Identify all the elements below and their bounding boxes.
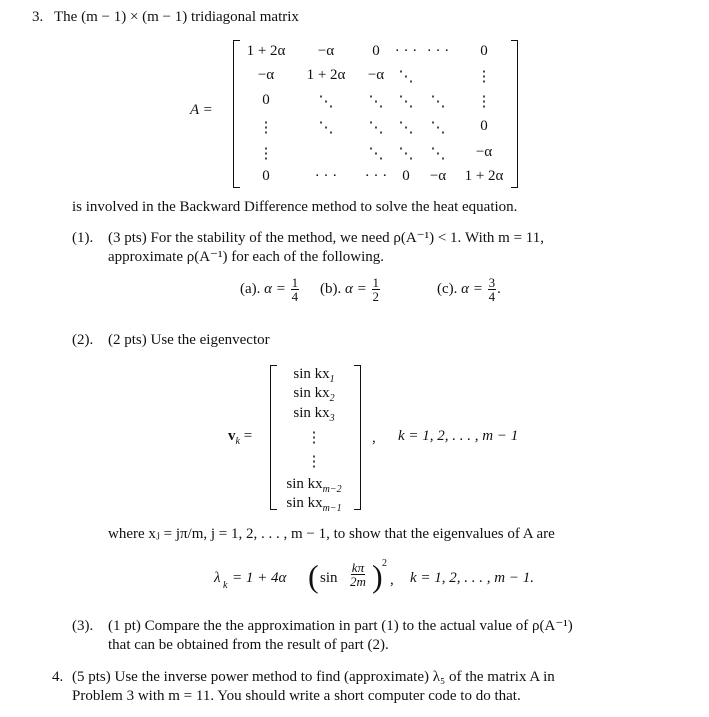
option-c-end: . [497,280,501,297]
vector-entry-sub: 2 [329,393,335,404]
vector-entry-sub: 3 [329,413,335,424]
vector-entry-text: sin kx [293,366,330,382]
eig-lambda: λ [214,570,221,586]
problem4-number: 4. [52,669,64,685]
vector-entry-text: sin kx [293,385,330,401]
eig-comma: , [390,572,394,588]
matrix-cell: ⋱ [368,94,384,110]
matrix-cell: 0 [372,43,380,59]
matrix-cell: 0 [480,118,488,134]
vector-entry-sub: 1 [329,374,335,385]
option-a-fraction [291,276,300,303]
option-b [320,276,381,303]
option-c-fraction [488,276,497,303]
matrix-cell: ⋱ [368,120,384,136]
matrix-cell: ⋮ [258,146,274,162]
option-b-fraction [372,276,381,303]
k-range: k = 1, 2, . . . , m − 1 [398,428,519,444]
matrix-cell: · · · [394,43,418,59]
problem3-number: 3. [32,9,44,25]
where-line: where xⱼ = jπ/m, j = 1, 2, . . . , m − 1, to show that the eigenvalues of A are [108,526,555,542]
matrix-cell: ⋱ [368,146,384,162]
vector-entry [293,366,334,385]
matrix-cell: 1 + 2α [464,168,504,184]
matrix-cell: −α [475,144,493,160]
part1-line2: approximate ρ(A⁻¹) for each of the following. [108,249,385,265]
vector-entry-text: sin kx [286,476,323,492]
after-matrix-text: is involved in the Backward Difference method to solve the heat equation. [72,199,518,215]
vector-label [228,428,252,448]
matrix-cell: −α [317,43,335,59]
eig-right-paren: ) [372,558,383,594]
option-b-den: 2 [372,289,379,304]
vector-entry [307,428,322,447]
vector-entry [293,385,334,404]
part3-line1: (1 pt) Compare the the approximation in part (1) to the actual value of ρ(A⁻¹) [108,618,573,634]
matrix-cell: ⋱ [398,120,414,136]
option-a-den: 4 [291,289,299,304]
problem3-intro: The (m − 1) × (m − 1) tridiagonal matrix [54,9,299,25]
option-a-var: α = [264,280,286,297]
vector-entry-text: sin kx [286,495,323,511]
vector-entry-sub: m−2 [322,484,342,495]
matrix-cell: ⋱ [318,94,334,110]
part1-line1: (3 pts) For the stability of the method, we need ρ(A⁻¹) < 1. With m = 11, [108,230,545,246]
matrix-cell: −α [429,168,447,184]
option-a [240,276,300,303]
part2-label: (2). [72,332,94,348]
matrix-cell: ⋮ [476,94,492,110]
option-c-den: 4 [488,289,496,304]
vector-v-sub: k [235,436,240,447]
matrix-right-bracket [511,40,518,188]
matrix-cell: ⋱ [398,69,414,85]
matrix-cell: ⋱ [398,146,414,162]
vector-left-bracket [270,365,277,510]
matrix-cell: ⋮ [258,120,274,136]
vector-entry [286,495,341,514]
eig-rhs: = 1 + 4α [232,570,287,586]
part3-label: (3). [72,618,94,634]
vector-v: v [228,428,236,444]
matrix-cell: ⋱ [318,120,334,136]
matrix-cell: 0 [402,168,410,184]
part2-text: (2 pts) Use the eigenvector [108,332,270,348]
matrix-cell: 1 + 2α [306,67,346,83]
matrix-cell: −α [367,67,385,83]
option-c-num: 3 [488,275,496,290]
problem4-line2: Problem 3 with m = 11. You should write a short computer code to do that. [72,688,521,704]
eig-left-paren: ( [308,558,319,594]
matrix-left-bracket [233,40,240,188]
problem4-line1: (5 pts) Use the inverse power method to find (approximate) λ₅ of the matrix A in [72,669,555,685]
option-a-label: (a). [240,280,261,297]
matrix-cell: · · · [364,168,388,184]
eig-lambda-sub: k [223,580,228,591]
eig-num: kπ [351,560,365,575]
matrix-cell: · · · [314,168,338,184]
eig-exponent: 2 [382,558,387,569]
vector-entry-text: ⋮ [306,454,322,470]
option-b-num: 1 [372,275,379,290]
matrix-cell: ⋮ [476,69,492,85]
vector-entry-text: ⋮ [306,430,322,446]
vector-entry [307,452,322,471]
vector-entry [286,476,341,495]
option-c-label: (c). [437,280,458,297]
matrix-cell: ⋱ [430,120,446,136]
matrix-cell: −α [257,67,275,83]
option-b-var: α = [345,280,367,297]
eig-sin: sin [320,570,338,586]
matrix-cell: ⋱ [430,146,446,162]
vector-right-bracket [354,365,361,510]
vector-entry-sub: m−1 [322,503,342,514]
option-c-var: α = [461,280,483,297]
matrix-cell: ⋱ [398,94,414,110]
matrix-label: A = [190,102,213,118]
matrix-cell: 1 + 2α [246,43,286,59]
vector-entry [293,405,334,424]
eig-fraction [349,561,367,588]
matrix-cell: 0 [262,92,270,108]
eig-den: 2m [350,574,366,589]
matrix-cell: · · · [426,43,450,59]
part1-label: (1). [72,230,94,246]
matrix-cell: 0 [480,43,488,59]
part3-line2: that can be obtained from the result of part (2). [108,637,389,653]
option-a-num: 1 [291,275,299,290]
vector-eq: = [243,428,253,444]
eig-range: k = 1, 2, . . . , m − 1. [410,570,534,586]
matrix-cell: ⋱ [430,94,446,110]
option-c [437,276,501,303]
matrix-cell: 0 [262,168,270,184]
vector-comma: , [372,430,376,446]
option-b-label: (b). [320,280,342,297]
vector-entry-text: sin kx [293,405,330,421]
